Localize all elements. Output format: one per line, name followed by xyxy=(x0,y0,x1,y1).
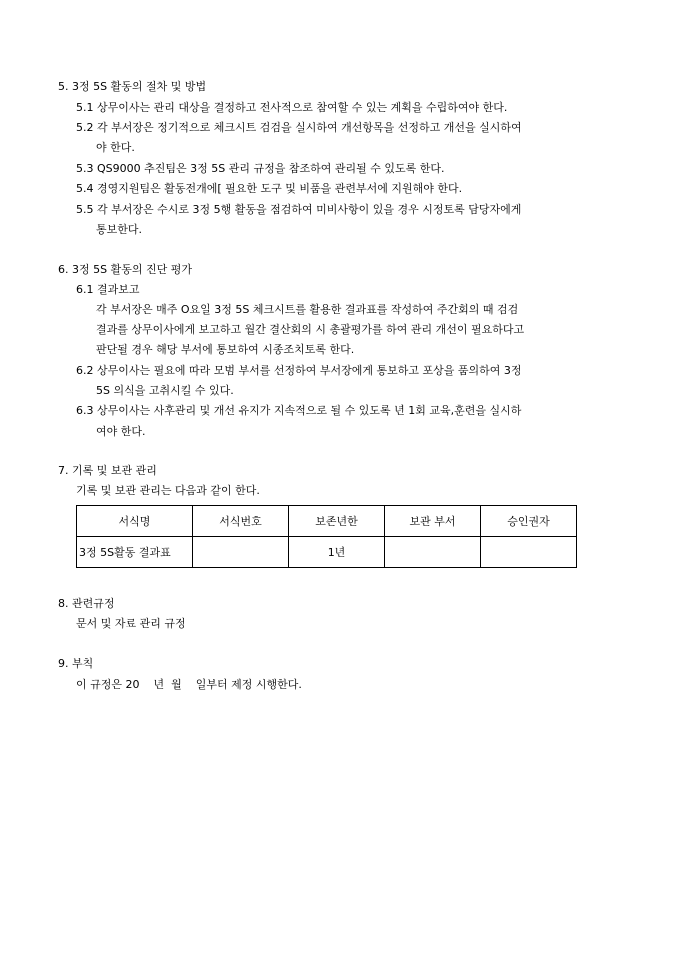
section-8-body: 문서 및 자료 관리 규정 xyxy=(76,617,186,630)
item-5-5: 5.5 각 부서장은 수시로 3정 5행 활동을 점검하여 미비사항이 있을 경우 시정토록 담당자에게 xyxy=(76,203,522,216)
item-6-1: 6.1 결과보고 xyxy=(76,283,140,296)
item-5-5-cont: 통보한다. xyxy=(96,223,143,236)
table-row xyxy=(77,537,577,568)
section-7-title: 7. 기록 및 보관 관리 xyxy=(58,464,157,477)
item-6-1-body-2: 결과를 상무이사에게 보고하고 월간 결산회의 시 총괄평가를 하여 관리 개선이 필요하다고 xyxy=(96,323,525,336)
table-header-row xyxy=(77,506,577,537)
item-5-2-cont: 야 한다. xyxy=(96,141,135,154)
section-8-title: 8. 관련규정 xyxy=(58,597,115,610)
item-6-3-cont: 여야 한다. xyxy=(96,425,146,438)
item-6-2-cont: 5S 의식을 고취시킬 수 있다. xyxy=(96,384,234,397)
item-6-3: 6.3 상무이사는 사후관리 및 개선 유지가 지속적으로 될 수 있도록 년 1회 교육,훈련을 실시하 xyxy=(76,404,522,417)
table-header-cell: 승인권자 xyxy=(481,506,577,537)
table-cell: 3정 5S활동 결과표 xyxy=(77,537,193,568)
table-cell: 1년 xyxy=(289,537,385,568)
table-header-cell: 서식번호 xyxy=(193,506,289,537)
table-header-cell: 보존년한 xyxy=(289,506,385,537)
item-5-4: 5.4 경영지원팀은 활동전개에[ 필요한 도구 및 비품을 관련부서에 지원해야 한다. xyxy=(76,182,463,195)
section-5-title: 5. 3정 5S 활동의 절차 및 방법 xyxy=(58,80,207,93)
item-5-3: 5.3 QS9000 추진팀은 3정 5S 관리 규정을 참조하여 관리될 수 있도록 한다. xyxy=(76,162,445,175)
records-table xyxy=(76,505,577,568)
item-6-1-body-3: 판단될 경우 해당 부서에 통보하여 시종조치토록 한다. xyxy=(96,343,355,356)
section-6-title: 6. 3정 5S 활동의 진단 평가 xyxy=(58,263,192,276)
section-7-body: 기록 및 보관 관리는 다음과 같이 한다. xyxy=(76,484,260,497)
item-6-2: 6.2 상무이사는 필요에 따라 모범 부서를 선정하여 부서장에게 통보하고 포상을 품의하여 3정 xyxy=(76,364,522,377)
table-cell xyxy=(385,537,481,568)
table-header-cell: 보관 부서 xyxy=(385,506,481,537)
table-cell xyxy=(481,537,577,568)
table-header-cell: 서식명 xyxy=(77,506,193,537)
item-5-1: 5.1 상무이사는 관리 대상을 결정하고 전사적으로 참여할 수 있는 계획을 수립하여야 한다. xyxy=(76,101,508,114)
item-5-2: 5.2 각 부서장은 정기적으로 체크시트 검검을 실시하여 개선항목을 선정하고 개선을 실시하여 xyxy=(76,121,522,134)
section-9-body: 이 규정은 20 년 월 일부터 제정 시행한다. xyxy=(76,678,302,691)
table-cell xyxy=(193,537,289,568)
section-9-title: 9. 부칙 xyxy=(58,657,94,670)
item-6-1-body-1: 각 부서장은 매주 O요일 3정 5S 체크시트를 활용한 결과표를 작성하여 주간회의 때 검검 xyxy=(96,303,519,316)
